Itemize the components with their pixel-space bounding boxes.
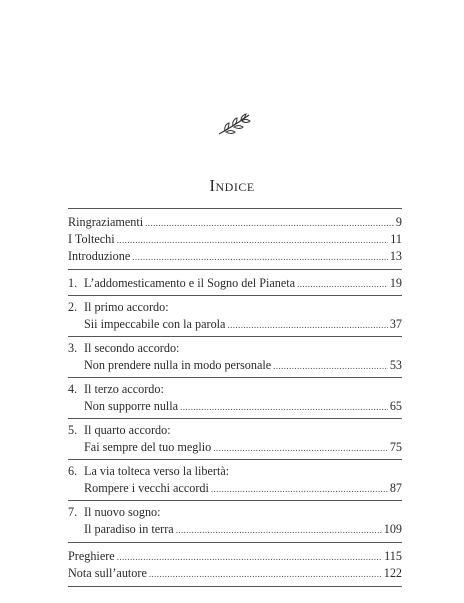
page-number: 122: [383, 566, 402, 580]
entry-label: Non supporre nulla: [84, 399, 179, 413]
toc-entry[interactable]: [68, 214, 402, 231]
page-number: 13: [389, 249, 402, 263]
dot-leader: [213, 440, 388, 457]
laurel-branch-icon: [216, 112, 254, 138]
chapter-separator: [68, 418, 402, 419]
chapter-number: 3.: [68, 341, 78, 355]
page-number: 19: [389, 276, 402, 290]
page-number: 87: [389, 481, 402, 495]
entry-label: Il paradiso in terra: [84, 522, 174, 536]
dot-leader: [297, 276, 388, 293]
chapter-subtitle-line: [68, 398, 402, 415]
entry-label: Nota sull’autore: [68, 566, 147, 580]
chapter-title-line: [68, 299, 402, 316]
chapter-separator: [68, 295, 402, 296]
chapter-entry[interactable]: [68, 422, 402, 456]
page-number: 75: [389, 440, 402, 454]
chapter-number: 2.: [68, 300, 78, 314]
chapter-subtitle-line: [68, 480, 402, 497]
page-number: 65: [389, 399, 402, 413]
toc-entry[interactable]: [68, 565, 402, 582]
entry-label: Ringraziamenti: [68, 215, 144, 229]
page-number: 11: [390, 232, 402, 246]
entry-label: Il terzo accordo:: [84, 382, 164, 396]
dot-leader: [180, 399, 388, 416]
entry-label: Introduzione: [68, 249, 131, 263]
dot-leader: [211, 481, 388, 498]
toc-entry[interactable]: [68, 248, 402, 265]
entry-label: Il primo accordo:: [84, 300, 169, 314]
dot-leader: [227, 317, 387, 334]
page-number: 37: [389, 317, 402, 331]
dot-leader: [176, 522, 382, 539]
chapter-separator: [68, 336, 402, 337]
chapter-entry[interactable]: [68, 381, 402, 415]
chapter-number: 7.: [68, 505, 78, 519]
chapter-list: [68, 275, 402, 538]
entry-label: I Toltechi: [68, 232, 115, 246]
chapter-subtitle-line: [68, 521, 402, 538]
toc-entry[interactable]: [68, 231, 402, 248]
entry-label: Preghiere: [68, 549, 115, 563]
chapter-title-line: [68, 381, 402, 398]
chapter-separator: [68, 377, 402, 378]
chapter-number: 5.: [68, 423, 78, 437]
chapter-subtitle-line: [68, 316, 402, 333]
table-of-contents: [68, 208, 402, 587]
page-number: 115: [384, 549, 402, 563]
dot-leader: [149, 566, 382, 583]
chapter-title-line: [68, 504, 402, 521]
entry-label: L’addomesticamento e il Sogno del Pianeta: [84, 276, 296, 290]
front-matter-list: [68, 214, 402, 265]
back-matter-list: [68, 548, 402, 582]
toc-entry[interactable]: [68, 548, 402, 565]
entry-label: Sii impeccabile con la parola: [84, 317, 226, 331]
chapter-title-line: [68, 275, 402, 292]
chapter-number: 6.: [68, 464, 78, 478]
entry-label: Non prendere nulla in modo personale: [84, 358, 272, 372]
chapter-entry[interactable]: [68, 504, 402, 538]
chapter-number: 1.: [68, 276, 78, 290]
bottom-rule: [68, 586, 402, 587]
entry-label: Rompere i vecchi accordi: [84, 481, 209, 495]
entry-label: Fai sempre del tuo meglio: [84, 440, 212, 454]
page-number: 9: [395, 215, 402, 229]
dot-leader: [132, 249, 388, 266]
chapter-title-line: [68, 463, 402, 480]
page-number: 109: [383, 522, 402, 536]
dot-leader: [145, 215, 394, 232]
chapter-number: 4.: [68, 382, 78, 396]
entry-label: Il nuovo sogno:: [84, 505, 161, 519]
dot-leader: [117, 549, 382, 566]
chapter-separator: [68, 500, 402, 501]
chapter-subtitle-line: [68, 357, 402, 374]
chapter-separator: [68, 459, 402, 460]
chapter-entry[interactable]: [68, 275, 402, 292]
page-number: 53: [389, 358, 402, 372]
chapter-entry[interactable]: [68, 340, 402, 374]
entry-label: Il secondo accordo:: [84, 341, 180, 355]
page-title: Indice: [209, 176, 255, 195]
entry-label: Il quarto accordo:: [84, 423, 171, 437]
entry-label: La via tolteca verso la libertà:: [84, 464, 230, 478]
chapter-entry[interactable]: [68, 463, 402, 497]
dot-leader: [273, 358, 388, 375]
chapter-title-line: [68, 422, 402, 439]
dot-leader: [117, 232, 389, 249]
chapter-title-line: [68, 340, 402, 357]
chapter-subtitle-line: [68, 439, 402, 456]
chapter-entry[interactable]: [68, 299, 402, 333]
